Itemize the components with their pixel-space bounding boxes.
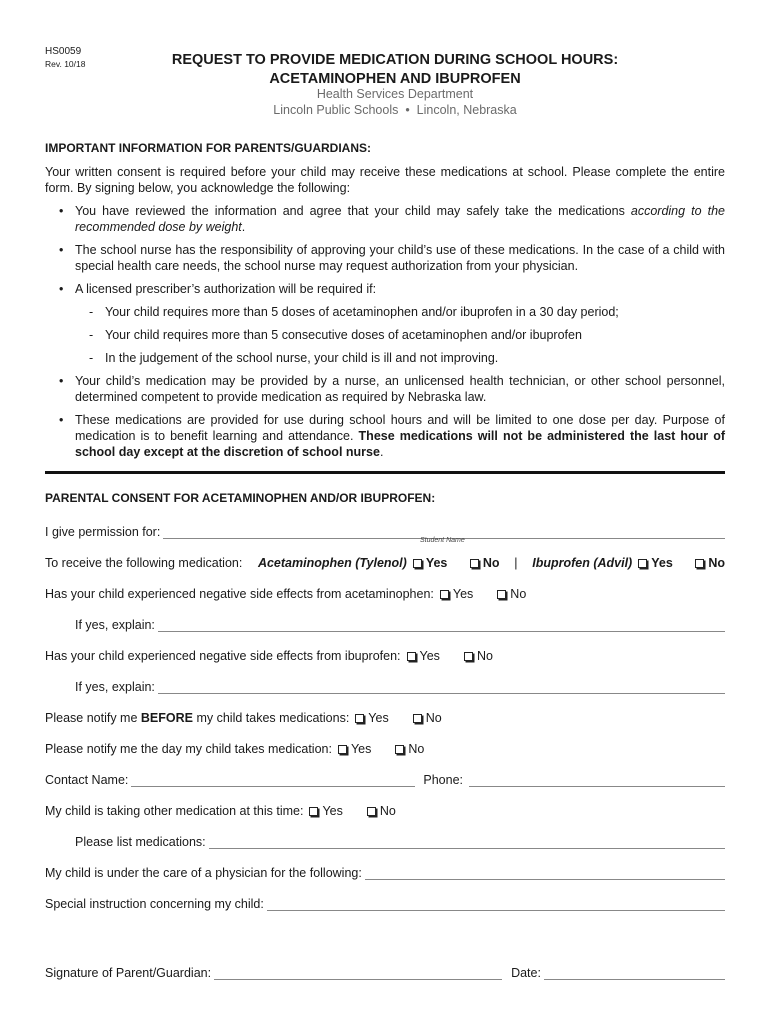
consent-heading: PARENTAL CONSENT FOR ACETAMINOPHEN AND/OR IBUPROFEN: [45,491,436,505]
permission-row: I give permission for: [45,521,725,539]
contact-name-field[interactable] [131,773,415,787]
checkbox-icon [407,652,416,661]
notify-day-no-checkbox[interactable]: No [395,742,424,756]
acetaminophen-label: Acetaminophen (Tylenol) [257,556,407,570]
other-med-row: My child is taking other medication at this time: Yes No [45,804,396,818]
phone-field[interactable] [469,773,725,787]
other-med-no-checkbox[interactable]: No [367,804,396,818]
checkbox-icon [695,559,704,568]
ibu-explain-row: If yes, explain: [75,676,725,694]
checkbox-icon [638,559,647,568]
notify-before-yes-checkbox[interactable]: Yes [355,711,388,725]
date-field[interactable] [544,966,725,980]
checkbox-icon [413,559,422,568]
prescriber-conditions [75,304,725,366]
ibu-side-effects-yes-checkbox[interactable]: Yes [407,649,440,663]
department-name: Health Services Department [316,87,474,101]
physician-row: My child is under the care of a physician for the following: [45,862,725,880]
acet-side-effects-row: Has your child experienced negative side effects from acetaminophen: Yes No [45,587,527,601]
acetaminophen-yes-checkbox[interactable]: Yes [413,556,448,570]
ibuprofen-no-checkbox[interactable]: No [695,556,725,570]
district-line: Lincoln Public Schools • Lincoln, Nebraska [273,103,517,117]
list-item: - Your child requires more than 5 doses of acetaminophen and/or ibuprofen in a 30 day period; [75,304,725,320]
special-instruction-row: Special instruction concerning my child: [45,893,725,911]
list-item: • These medications are provided for use during school hours and will be limited to one dose per day. Purpose of medication is to benefit learning and attendance. These medications will not be administered the last hour of school day except at the discretion of school nurse. [45,412,725,460]
physician-care-field[interactable] [365,866,725,880]
checkbox-icon [413,714,422,723]
revision-date: Rev. 10/18 [45,59,86,69]
ibu-side-effects-row: Has your child experienced negative side effects from ibuprofen: Yes No [45,649,493,663]
section-divider [45,471,725,474]
contact-row: Contact Name: Phone: [45,769,725,787]
list-item: • The school nurse has the responsibility of approving your child’s use of these medications. In the case of a child with special health care needs, the school nurse may request authorization from your physician. [45,242,725,274]
checkbox-icon [355,714,364,723]
acet-side-effects-yes-checkbox[interactable]: Yes [440,587,473,601]
ibu-explain-field[interactable] [158,680,725,694]
acetaminophen-no-checkbox[interactable]: No [470,556,500,570]
checkbox-icon [395,745,404,754]
list-item: • A licensed prescriber’s authorization will be required if: - Your child requires more than 5 doses of acetaminophen and/or ibuprofen in a 30 day period; - Your child requires more than 5 consecutive doses of acetaminophen and/or ibuprofen - In the judgement of the school nurse, your child is ill and not improving. [45,281,725,366]
checkbox-icon [497,590,506,599]
checkbox-icon [309,807,318,816]
other-med-yes-checkbox[interactable]: Yes [309,804,342,818]
page-title: REQUEST TO PROVIDE MEDICATION DURING SCHOOL HOURS: ACETAMINOPHEN AND IBUPROFEN [171,52,619,87]
medication-list-field[interactable] [209,835,725,849]
signature-field[interactable] [214,966,502,980]
medication-row: To receive the following medication: Acetaminophen (Tylenol) Yes No | Ibuprofen (Advil) Yes No [45,556,725,570]
checkbox-icon [440,590,449,599]
acet-side-effects-no-checkbox[interactable]: No [497,587,526,601]
acet-explain-row: If yes, explain: [75,614,725,632]
list-item: • Your child’s medication may be provided by a nurse, an unlicensed health technician, or other school personnel, determined competent to provide medication as required by Nebraska law. [45,373,725,405]
checkbox-icon [338,745,347,754]
list-med-row: Please list medications: [75,831,725,849]
list-item: • You have reviewed the information and agree that your child may safely take the medications according to the recommended dose by weight. [45,203,725,235]
ibuprofen-label: Ibuprofen (Advil) [532,556,633,570]
signature-row: Signature of Parent/Guardian: Date: [45,962,725,980]
form-code: HS0059 [45,46,82,57]
student-name-caption: Student Name [420,537,465,544]
checkbox-icon [464,652,473,661]
notify-day-yes-checkbox[interactable]: Yes [338,742,371,756]
info-heading: IMPORTANT INFORMATION FOR PARENTS/GUARDIANS: [45,141,371,155]
info-bullets [45,203,725,467]
form-code-block [45,46,85,70]
list-item: - In the judgement of the school nurse, your child is ill and not improving. [75,350,725,366]
ibu-side-effects-no-checkbox[interactable]: No [464,649,493,663]
list-item: - Your child requires more than 5 consecutive doses of acetaminophen and/or ibuprofen [75,327,725,343]
special-instruction-field[interactable] [267,897,725,911]
checkbox-icon [367,807,376,816]
department-block [100,86,690,118]
acet-explain-field[interactable] [158,618,725,632]
ibuprofen-yes-checkbox[interactable]: Yes [638,556,673,570]
checkbox-icon [470,559,479,568]
notify-before-no-checkbox[interactable]: No [413,711,442,725]
notify-day-row: Please notify me the day my child takes medication: Yes No [45,742,425,756]
notify-before-row: Please notify me BEFORE my child takes medications: Yes No [45,711,442,725]
info-intro: Your written consent is required before your child may receive these medications at school. Please complete the entire form. By signing below, you acknowledge the following: [45,165,725,195]
